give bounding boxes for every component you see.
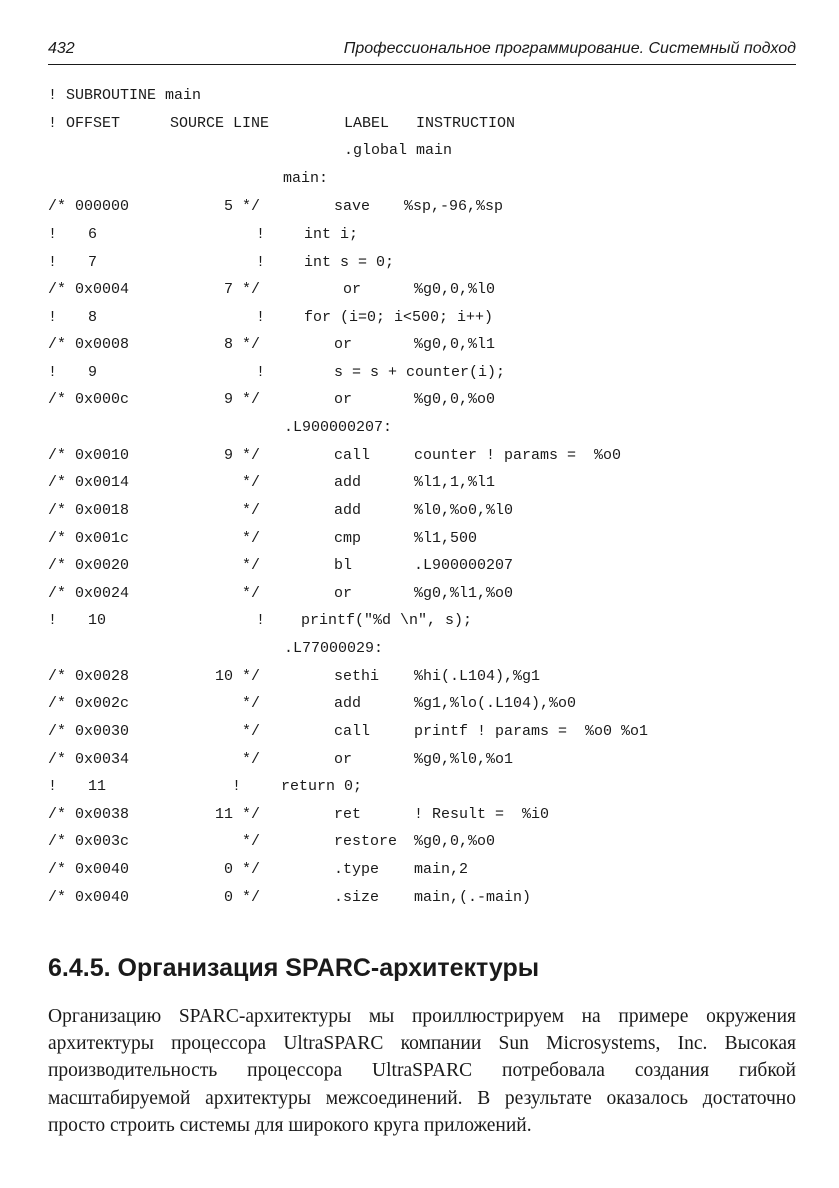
code-operands: %g0,0,%l0 [414,281,496,298]
code-offset: /* 0x0030 [48,723,130,740]
code-source-marker: ! [48,309,58,326]
code-source-text: int s = 0; [304,254,395,271]
column-header-instruction: INSTRUCTION [416,115,516,132]
code-offset: /* 0x0038 [48,806,130,823]
code-label: .L77000029: [284,640,384,657]
code-opcode: call [334,447,371,464]
code-operands: .L900000207 [414,557,514,574]
column-header-label: LABEL [344,115,390,132]
code-opcode: ret [334,806,362,823]
code-opcode: or [334,585,353,602]
code-operands: %l1,500 [414,530,478,547]
code-source-marker: ! [256,309,266,326]
code-offset: /* 0x0024 [48,585,130,602]
code-source-line: */ [241,833,260,850]
code-operands: %sp,-96,%sp [404,198,504,215]
code-offset: /* 0x0020 [48,557,130,574]
section-heading: 6.4.5. Организация SPARC-архитектуры [48,954,540,982]
code-offset: /* 0x000c [48,391,130,408]
code-offset: /* 0x0008 [48,336,130,353]
code-source-marker: ! [48,254,58,271]
code-source-line: */ [241,723,260,740]
column-header-source-line: SOURCE LINE [170,115,270,132]
code-label: main: [283,170,329,187]
code-offset: /* 0x0028 [48,668,130,685]
code-operands: %g0,%l1,%o0 [414,585,514,602]
code-source-line: 7 */ [223,281,260,298]
code-operands: main,2 [414,861,469,878]
code-offset: /* 000000 [48,198,130,215]
code-operands: counter ! params = %o0 [414,447,622,464]
code-source-marker: ! [48,364,58,381]
code-opcode: or [334,336,353,353]
code-source-number: 10 [88,612,107,629]
code-source-line: 5 */ [223,198,260,215]
code-source-line: 9 */ [223,391,260,408]
code-source-line: */ [241,530,260,547]
code-offset: /* 0x0040 [48,889,130,906]
code-opcode: or [343,281,362,298]
code-opcode: cmp [334,530,362,547]
directive: .global main [344,142,453,159]
code-operands: %g0,%l0,%o1 [414,751,514,768]
code-source-number: 11 [88,778,107,795]
code-operands: %l1,1,%l1 [414,474,496,491]
code-source-marker: ! [48,226,58,243]
code-opcode: bl [334,557,353,574]
code-opcode: call [334,723,371,740]
code-operands: %g0,0,%o0 [414,833,496,850]
code-source-line: 11 */ [214,806,260,823]
code-opcode: or [334,391,353,408]
code-source-line: */ [241,695,260,712]
code-offset: /* 0x0004 [48,281,130,298]
code-source-line: 0 */ [223,861,260,878]
code-opcode: .size [334,889,380,906]
code-operands: %hi(.L104),%g1 [414,668,541,685]
code-opcode: add [334,502,362,519]
code-source-line: */ [241,474,260,491]
code-source-marker: ! [256,612,266,629]
code-source-number: 6 [88,226,98,243]
code-source-line: 0 */ [223,889,260,906]
code-source-text: printf("%d \n", s); [301,612,473,629]
code-opcode: add [334,695,362,712]
code-operands: main,(.-main) [414,889,532,906]
code-offset: /* 0x0014 [48,474,130,491]
code-source-text: s = s + counter(i); [334,364,506,381]
code-opcode: sethi [334,668,380,685]
code-source-line: 8 */ [223,336,260,353]
code-source-marker: ! [256,254,266,271]
code-offset: /* 0x002c [48,695,130,712]
code-operands: %g0,0,%o0 [414,391,496,408]
code-source-line: 9 */ [223,447,260,464]
body-paragraph: Организацию SPARC-архитектуры мы проиллюстрируем на примере окружения архитектуры процессора UltraSPARC компании Sun Microsystems, Inc. Высокая производительность процессора UltraSPARC потребовала создания гибкой масштабируемой архитектуры межсоединений. В результате оказалось достаточно просто строить системы для широкого круга приложений. [48,1006,796,1136]
code-source-marker: ! [232,778,242,795]
code-operands: printf ! params = %o0 %o1 [414,723,649,740]
code-offset: /* 0x001c [48,530,130,547]
code-source-line: */ [241,502,260,519]
code-opcode: save [334,198,371,215]
running-title: Профессиональное программирование. Системный подход [343,40,796,57]
code-source-line: */ [241,557,260,574]
code-opcode: add [334,474,362,491]
code-label: .L900000207: [284,419,393,436]
code-source-number: 8 [88,309,98,326]
code-source-line: */ [241,751,260,768]
code-opcode: .type [334,861,380,878]
page-number: 432 [48,40,75,57]
code-offset: /* 0x003c [48,833,130,850]
code-opcode: restore [334,833,398,850]
code-operands: %g0,0,%l1 [414,336,496,353]
code-source-text: int i; [304,226,359,243]
code-opcode: or [334,751,353,768]
code-offset: /* 0x0010 [48,447,130,464]
code-source-text: return 0; [281,778,363,795]
code-comment: ! SUBROUTINE main [48,87,202,104]
code-offset: /* 0x0040 [48,861,130,878]
code-source-text: for (i=0; i<500; i++) [304,309,494,326]
code-source-number: 9 [88,364,98,381]
column-header-offset: ! OFFSET [48,115,121,132]
code-source-marker: ! [48,612,58,629]
code-offset: /* 0x0018 [48,502,130,519]
code-operands: ! Result = %i0 [414,806,550,823]
code-offset: /* 0x0034 [48,751,130,768]
code-source-marker: ! [256,226,266,243]
code-operands: %g1,%lo(.L104),%o0 [414,695,577,712]
code-source-number: 7 [88,254,98,271]
code-source-line: 10 */ [214,668,260,685]
code-source-line: */ [241,585,260,602]
code-source-marker: ! [48,778,58,795]
code-operands: %l0,%o0,%l0 [414,502,514,519]
code-source-marker: ! [256,364,266,381]
